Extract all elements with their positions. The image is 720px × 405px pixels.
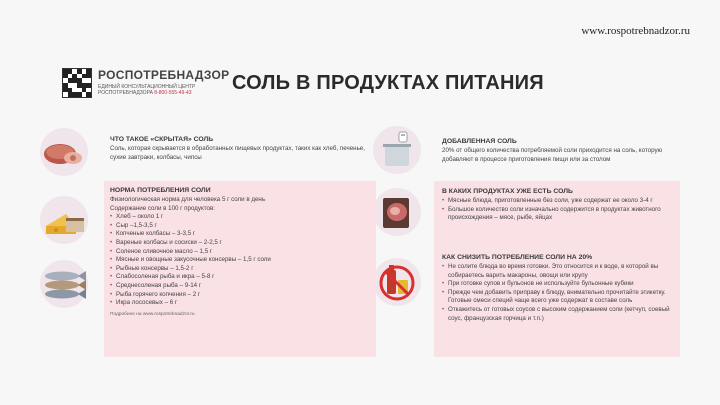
hidden-salt-title: ЧТО ТАКОЕ «СКРЫТАЯ» СОЛЬ [110, 136, 214, 143]
list-item: • Прежде чем добавить приправу к блюду, внимательно прочитайте этикетку. Готовые смеси специй чаще всего уже содержат в составе соль [442, 289, 674, 306]
list-item: • Копченые колбасы – 3-3,5 г [110, 230, 368, 239]
site-url[interactable]: www.rospotrebnadzor.ru [581, 25, 690, 37]
hotline-phone: 8-800-555-49-43 [154, 90, 192, 96]
list-item: • Рыба горячего копчения – 2 г [110, 291, 368, 300]
no-ketchup-icon [373, 258, 421, 306]
hidden-salt-section [110, 136, 368, 162]
where-salt-section [442, 188, 674, 223]
meat-icon [373, 188, 421, 236]
list-item: • При готовке супов и бульонов не используйте бульонные кубики [442, 280, 674, 289]
added-salt-section [442, 138, 674, 164]
list-item: • Вареные колбасы и сосиски – 2-2,5 г [110, 239, 368, 248]
list-item: • Откажитесь от готовых соусов с высоким содержанием соли (кетчуп, соевый соус, французская горчица и т.п.) [442, 306, 674, 323]
hidden-salt-text: Соль, которая скрывается в обработанных пищевых продуктах, таких как хлеб, печенье, сухие завтраки, колбасы, чипсы [110, 145, 365, 161]
qr-code-icon [62, 68, 92, 98]
pot-icon [373, 126, 421, 174]
list-item: • Мясные и овощные закусочные консервы – 1,5 г соли [110, 256, 368, 265]
list-item: • Большое количество соли изначально содержится в продуктах животного происхождения – мясе, рыбе, яйцах [442, 206, 674, 223]
fish-icon [40, 260, 88, 308]
norm-line1: Физиологическая норма для человека 5 г соли в день [110, 196, 266, 203]
list-item: • Хлеб – около 1 г [110, 213, 368, 222]
cheese-icon [40, 196, 88, 244]
reduce-section [442, 254, 674, 323]
added-salt-title: ДОБАВЛЕННАЯ СОЛЬ [442, 138, 517, 145]
where-salt-title: В КАКИХ ПРОДУКТАХ УЖЕ ЕСТЬ СОЛЬ [442, 188, 573, 195]
list-item: • Среднесоленая рыба – 9-14 г [110, 282, 368, 291]
list-item: • Икра лососевых – 6 г [110, 299, 368, 308]
list-item: • Мясные блюда, приготовленные без соли, уже содержат ее около 3-4 г [442, 197, 674, 206]
norm-section [110, 187, 368, 317]
sausage-icon [40, 128, 88, 176]
norm-list [110, 213, 368, 308]
logo-subtitle: ЕДИНЫЙ КОНСУЛЬТАЦИОННЫЙ ЦЕНТР РОСПОТРЕБНАДЗОРА 8-800-555-49-43 [98, 84, 196, 96]
norm-line2: Содержание соли в 100 г продуктов: [110, 204, 215, 212]
where-salt-list [442, 197, 674, 223]
list-item: • Не солите блюда во время готовки. Это относится и к воде, в которой вы собираетесь варить макароны, овощи или крупу [442, 263, 674, 280]
source-link[interactable]: Подробнее на www.rospotrebnadzor.ru [110, 311, 195, 317]
reduce-list [442, 263, 674, 323]
logo [62, 68, 229, 98]
page-title: СОЛЬ В ПРОДУКТАХ ПИТАНИЯ [232, 72, 544, 94]
logo-name: РОСПОТРЕБНАДЗОР [98, 68, 230, 82]
list-item: • Рыбные консервы – 1,5-2 г [110, 265, 368, 274]
list-item: • Соленое сливочное масло – 1,5 г [110, 248, 368, 257]
list-item: • Слабосоленая рыба и икра – 5-8 г [110, 273, 368, 282]
reduce-title: КАК СНИЗИТЬ ПОТРЕБЛЕНИЕ СОЛИ НА 20% [442, 254, 593, 261]
list-item: • Сыр –1,5-3,5 г [110, 222, 368, 231]
norm-title: НОРМА ПОТРЕБЛЕНИЯ СОЛИ [110, 187, 211, 194]
added-salt-text: 20% от общего количества потребляемой соли приходится на соль, которую добавляют в процессе приготовления пищи или за столом [442, 147, 663, 163]
